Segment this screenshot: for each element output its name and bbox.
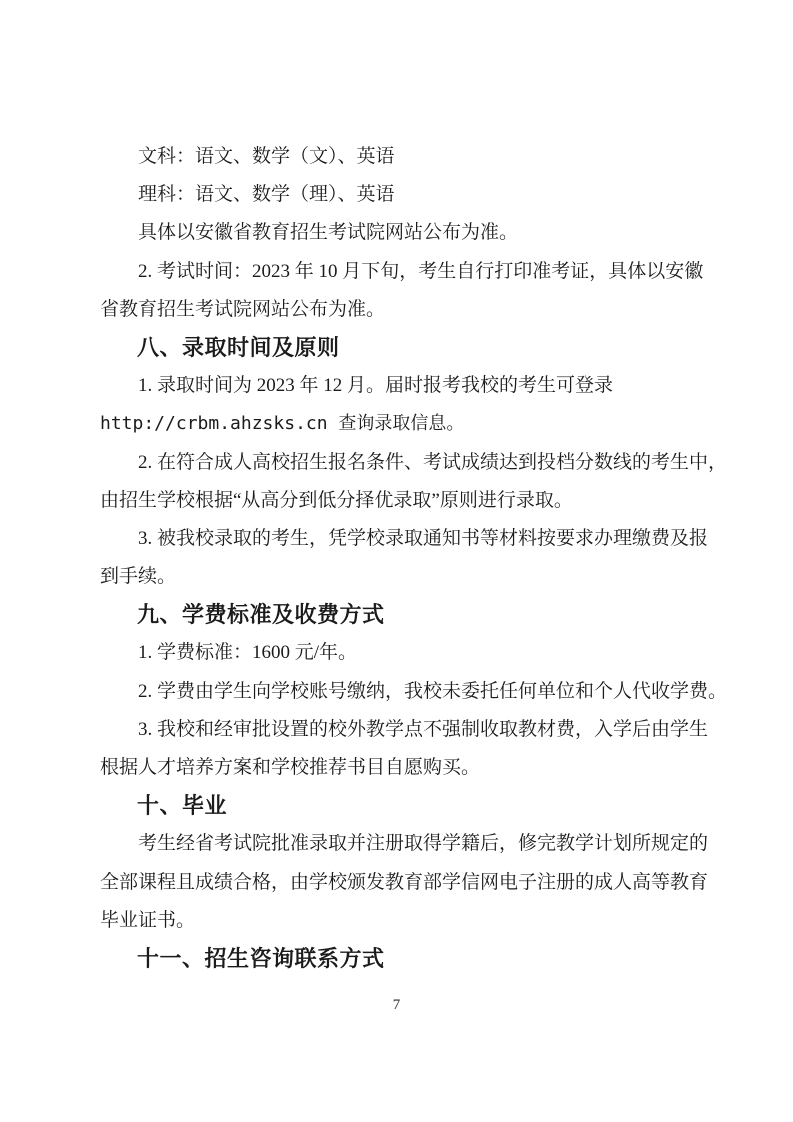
text-line: 具体以安徽省教育招生考试院网站公布为准。	[138, 222, 519, 244]
text-line: 毕业证书。	[100, 909, 196, 931]
document-body	[100, 138, 728, 978]
page-number: 7	[392, 997, 401, 1013]
text-line: 由招生学校根据“从高分到低分择优录取”原则进行录取。	[100, 489, 573, 511]
text-line: 3. 被我校录取的考生，凭学校录取通知书等材料按要求办理缴费及报	[138, 527, 709, 549]
text-line: 考生经省考试院批准录取并注册取得学籍后，修完教学计划所规定的	[138, 833, 709, 855]
section-heading: 十、毕业	[137, 793, 228, 819]
text-line: 2. 学费由学生向学校账号缴纳，我校未委托任何单位和个人代收学费。	[138, 680, 728, 702]
text-line: http://crbm.ahzsks.cn 查询录取信息。	[100, 413, 465, 435]
text-line: 2. 在符合成人高校招生报名条件、考试成绩达到投档分数线的考生中，	[138, 451, 728, 473]
text-line: 全部课程且成绩合格，由学校颁发教育部学信网电子注册的成人高等教育	[100, 871, 709, 893]
section-heading: 九、学费标准及收费方式	[137, 602, 385, 628]
section-heading: 十一、招生咨询联系方式	[137, 945, 385, 971]
text-line: 根据人才培养方案和学校推荐书目自愿购买。	[100, 757, 481, 778]
text-line: 文科：语文、数学（文）、英语	[138, 146, 395, 167]
text-line: 3. 我校和经审批设置的校外教学点不强制收取教材费，入学后由学生	[138, 718, 709, 740]
text-line: 1. 学费标准：1600 元/年。	[138, 642, 358, 664]
text-line: 2. 考试时间：2023 年 10 月下旬，考生自行打印准考证，具体以安徽	[138, 260, 704, 282]
text-line: 省教育招生考试院网站公布为准。	[100, 298, 386, 320]
text-line: 理科：语文、数学（理）、英语	[138, 184, 395, 206]
text-line: 1. 录取时间为 2023 年 12 月。届时报考我校的考生可登录	[138, 375, 614, 397]
text-line: 到手续。	[100, 566, 177, 588]
section-heading: 八、录取时间及原则	[137, 334, 340, 360]
